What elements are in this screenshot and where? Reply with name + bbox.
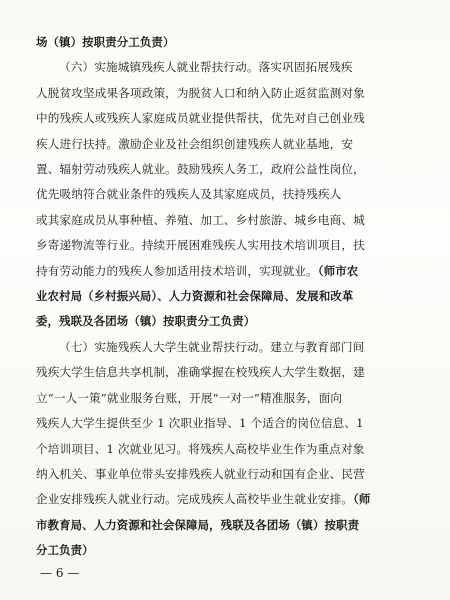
text-line — [36, 157, 414, 182]
text-line — [36, 284, 414, 309]
text-segment: （七）实施残疾人大学生就业帮扶行动。建立与教育部门间 — [59, 339, 365, 354]
bold-text-segment: 场（镇）按职责分工负责） — [36, 35, 175, 49]
text-line — [36, 208, 414, 233]
text-line — [36, 360, 414, 385]
text-line — [36, 411, 414, 436]
text-line — [36, 106, 414, 131]
page-number: — 6 — — [40, 566, 80, 580]
body-text — [36, 30, 414, 564]
text-segment: 立“一人一策”就业服务台账，开展“一对一”精准服务，面向 — [36, 390, 343, 405]
text-segment: 人脱贫攻坚成果各项政策，为脱贫人口和纳入防止返贫监测对象 — [36, 85, 365, 100]
text-line — [36, 259, 414, 284]
text-line — [36, 513, 414, 538]
text-line — [36, 30, 414, 55]
text-line — [36, 462, 414, 487]
text-line — [36, 132, 414, 157]
text-segment: 纳入机关、事业单位带头安排残疾人就业行动和国有企业、民营 — [36, 466, 365, 481]
text-segment: 持有劳动能力的残疾人参加适用技术培训，实现就业。 — [36, 263, 318, 278]
text-segment: 疾人进行扶持。激励企业及社会组织创建残疾人就业基地，安 — [36, 136, 354, 151]
text-line — [36, 233, 414, 258]
bold-text-segment: 分工负责） — [36, 543, 94, 558]
text-segment: 或其家庭成员从事种植、养殖、加工、乡村旅游、城乡电商、城 — [36, 212, 365, 227]
bold-text-segment: （师市农 — [317, 263, 359, 278]
text-segment: 残疾大学生信息共享机制，准确掌握在校残疾人大学生数据，建 — [36, 365, 365, 380]
bold-text-segment: 市教育局、人力资源和社会保障局，残联及各团场（镇）按职责 — [36, 517, 360, 532]
text-line — [36, 335, 414, 360]
text-segment: 残疾人大学生提供至少 1 次职业指导、1 个适合的岗位信息、1 — [36, 416, 364, 431]
bold-text-segment: 业农村局（乡村振兴局）、人力资源和社会保障局、发展和改革 — [36, 289, 354, 304]
text-line — [36, 55, 414, 80]
text-segment: 中的残疾人或残疾人家庭成员就业提供帮扶，优先对自己创业残 — [36, 111, 365, 126]
text-line — [36, 386, 414, 411]
bold-text-segment: （师 — [353, 492, 371, 507]
text-line — [36, 81, 414, 106]
text-segment: 优先吸纳符合就业条件的残疾人及其家庭成员，扶持残疾人 — [36, 187, 342, 202]
bold-text-segment: 委，残联及各团场（镇）按职责分工负责） — [36, 314, 256, 329]
text-segment: 置、辐射劳动残疾人就业。鼓励残疾人务工，政府公益性岗位， — [36, 162, 365, 177]
text-segment: 个培训项目、1 次就业见习。将残疾人高校毕业生作为重点对象 — [36, 441, 365, 456]
text-line — [36, 309, 414, 334]
text-line — [36, 182, 414, 207]
text-segment: 乡寄递物流等行业。持续开展困难残疾人实用技术培训项目，扶 — [36, 238, 365, 253]
text-line — [36, 487, 414, 512]
text-line — [36, 538, 414, 563]
text-line — [36, 437, 414, 462]
text-segment: （六）实施城镇残疾人就业帮扶行动。落实巩固拓展残疾 — [59, 60, 353, 75]
text-segment: 企业安排残疾人就业行动。完成残疾人高校毕业生就业安排。 — [36, 492, 354, 507]
